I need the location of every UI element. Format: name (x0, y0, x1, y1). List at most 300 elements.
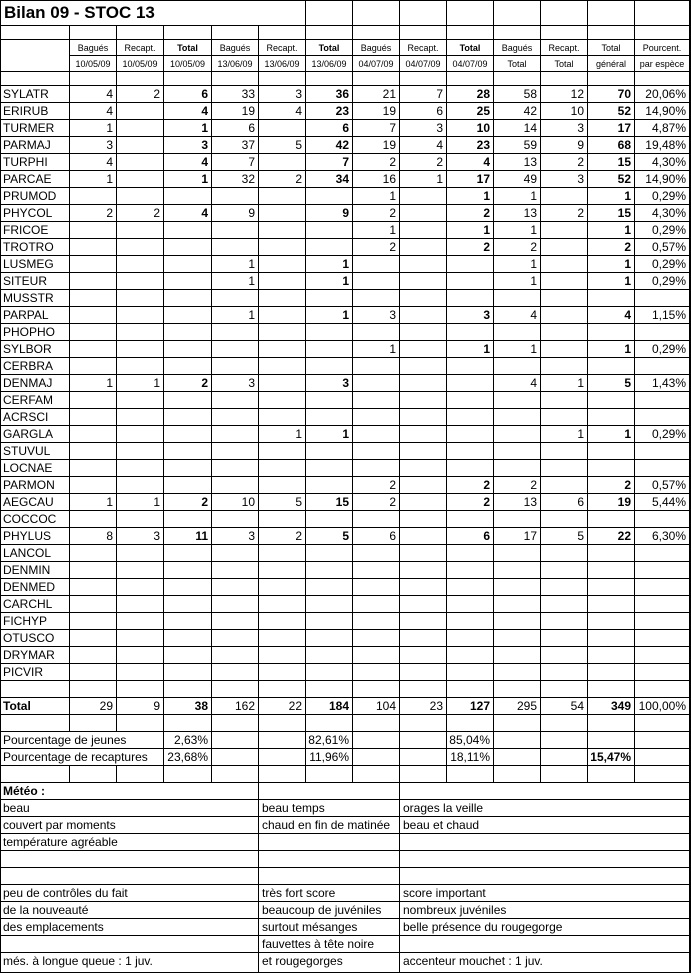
value-cell[interactable] (117, 358, 164, 375)
value-cell[interactable] (447, 613, 494, 630)
value-cell[interactable] (400, 290, 447, 307)
value-cell[interactable] (494, 392, 541, 409)
value-cell[interactable]: 16 (353, 171, 400, 188)
value-cell[interactable] (306, 460, 353, 477)
value-cell[interactable]: 2 (70, 205, 117, 222)
value-cell[interactable] (212, 630, 259, 647)
species-code[interactable]: PHOPHO (0, 324, 70, 341)
species-code[interactable]: TROTRO (0, 239, 70, 256)
value-cell[interactable] (541, 596, 588, 613)
percentage-value[interactable]: 82,61% (306, 732, 353, 749)
value-cell[interactable] (70, 613, 117, 630)
species-code[interactable]: PHYCOL (0, 205, 70, 222)
value-cell[interactable] (70, 630, 117, 647)
value-cell[interactable] (117, 460, 164, 477)
value-cell[interactable] (70, 188, 117, 205)
species-code[interactable]: CERFAM (0, 392, 70, 409)
empty-cell[interactable] (588, 72, 635, 86)
value-cell[interactable]: 1 (447, 222, 494, 239)
value-cell[interactable] (353, 630, 400, 647)
value-cell[interactable] (588, 409, 635, 426)
value-cell[interactable]: 2 (541, 205, 588, 222)
value-cell[interactable] (259, 477, 306, 494)
value-cell[interactable]: 1 (447, 188, 494, 205)
value-cell[interactable] (164, 239, 212, 256)
value-cell[interactable] (400, 630, 447, 647)
value-cell[interactable] (635, 630, 690, 647)
value-cell[interactable] (117, 613, 164, 630)
value-cell[interactable] (70, 511, 117, 528)
value-cell[interactable]: 4 (494, 307, 541, 324)
value-cell[interactable] (117, 273, 164, 290)
value-cell[interactable] (164, 562, 212, 579)
species-code[interactable]: PARPAL (0, 307, 70, 324)
empty-cell[interactable] (353, 0, 400, 26)
percentage-value[interactable]: 85,04% (447, 732, 494, 749)
empty-cell[interactable] (541, 681, 588, 698)
value-cell[interactable] (400, 392, 447, 409)
value-cell[interactable] (164, 409, 212, 426)
empty-cell[interactable] (353, 72, 400, 86)
value-cell[interactable] (117, 630, 164, 647)
comment-text[interactable]: et rougegorges (259, 953, 400, 973)
column-header-bottom[interactable]: 04/07/09 (400, 56, 447, 72)
value-cell[interactable] (70, 358, 117, 375)
value-cell[interactable] (447, 511, 494, 528)
empty-cell[interactable] (541, 26, 588, 40)
value-cell[interactable]: 4 (400, 137, 447, 154)
value-cell[interactable]: 28 (447, 86, 494, 103)
species-code[interactable]: MUSSTR (0, 290, 70, 307)
value-cell[interactable] (117, 188, 164, 205)
value-cell[interactable]: 2 (353, 205, 400, 222)
value-cell[interactable] (588, 630, 635, 647)
value-cell[interactable] (259, 613, 306, 630)
value-cell[interactable]: 17 (494, 528, 541, 545)
value-cell[interactable] (212, 239, 259, 256)
total-value[interactable]: 295 (494, 698, 541, 715)
value-cell[interactable]: 1 (306, 426, 353, 443)
value-cell[interactable]: 1 (306, 256, 353, 273)
value-cell[interactable] (70, 647, 117, 664)
value-cell[interactable] (70, 290, 117, 307)
value-cell[interactable]: 19 (353, 103, 400, 120)
column-header-top[interactable]: Total (588, 40, 635, 56)
value-cell[interactable] (400, 477, 447, 494)
value-cell[interactable] (588, 647, 635, 664)
value-cell[interactable] (70, 409, 117, 426)
empty-cell[interactable] (259, 868, 400, 885)
value-cell[interactable] (353, 375, 400, 392)
value-cell[interactable]: 2 (588, 239, 635, 256)
species-code[interactable]: PARMAJ (0, 137, 70, 154)
percentage-value[interactable]: 23,68% (164, 749, 212, 766)
value-cell[interactable] (212, 324, 259, 341)
value-cell[interactable] (447, 562, 494, 579)
value-cell[interactable] (541, 562, 588, 579)
value-cell[interactable]: 1 (494, 341, 541, 358)
value-cell[interactable]: 1 (588, 273, 635, 290)
value-cell[interactable] (259, 545, 306, 562)
value-cell[interactable]: 0,29% (635, 188, 690, 205)
species-code[interactable]: PICVIR (0, 664, 70, 681)
value-cell[interactable]: 6,30% (635, 528, 690, 545)
value-cell[interactable] (259, 222, 306, 239)
value-cell[interactable] (164, 273, 212, 290)
value-cell[interactable]: 0,57% (635, 477, 690, 494)
value-cell[interactable]: 2 (164, 494, 212, 511)
value-cell[interactable]: 3 (70, 137, 117, 154)
sheet-title[interactable]: Bilan 09 - STOC 13 (0, 0, 259, 26)
percentage-value[interactable] (494, 749, 541, 766)
value-cell[interactable] (70, 341, 117, 358)
value-cell[interactable]: 23 (447, 137, 494, 154)
value-cell[interactable]: 7 (306, 154, 353, 171)
value-cell[interactable] (306, 562, 353, 579)
value-cell[interactable]: 1 (447, 341, 494, 358)
column-header-top[interactable]: Bagués (70, 40, 117, 56)
value-cell[interactable] (212, 460, 259, 477)
percentage-value[interactable]: 2,63% (164, 732, 212, 749)
total-value[interactable]: 162 (212, 698, 259, 715)
empty-cell[interactable] (635, 681, 690, 698)
value-cell[interactable]: 1 (494, 256, 541, 273)
value-cell[interactable]: 13 (494, 205, 541, 222)
species-code[interactable]: FRICOE (0, 222, 70, 239)
column-header-bottom[interactable]: 10/05/09 (117, 56, 164, 72)
value-cell[interactable] (117, 256, 164, 273)
empty-cell[interactable] (164, 766, 212, 783)
empty-cell[interactable] (447, 26, 494, 40)
value-cell[interactable]: 4,87% (635, 120, 690, 137)
value-cell[interactable] (494, 426, 541, 443)
value-cell[interactable] (259, 290, 306, 307)
total-value[interactable]: 38 (164, 698, 212, 715)
comment-text[interactable]: très fort score (259, 885, 400, 902)
empty-cell[interactable] (164, 26, 212, 40)
value-cell[interactable]: 14 (494, 120, 541, 137)
value-cell[interactable] (259, 579, 306, 596)
value-cell[interactable] (306, 511, 353, 528)
value-cell[interactable] (588, 664, 635, 681)
percentage-value[interactable] (212, 732, 259, 749)
percentage-value[interactable] (353, 732, 400, 749)
value-cell[interactable] (212, 188, 259, 205)
empty-cell[interactable] (541, 766, 588, 783)
value-cell[interactable] (259, 256, 306, 273)
value-cell[interactable]: 1 (212, 273, 259, 290)
value-cell[interactable] (541, 579, 588, 596)
species-code[interactable]: STUVUL (0, 443, 70, 460)
value-cell[interactable] (306, 630, 353, 647)
value-cell[interactable] (635, 358, 690, 375)
value-cell[interactable] (259, 562, 306, 579)
value-cell[interactable] (117, 171, 164, 188)
total-value[interactable]: 349 (588, 698, 635, 715)
value-cell[interactable] (353, 579, 400, 596)
value-cell[interactable] (353, 613, 400, 630)
column-header-bottom[interactable]: Total (541, 56, 588, 72)
empty-cell[interactable] (447, 715, 494, 732)
empty-cell[interactable] (541, 72, 588, 86)
value-cell[interactable] (447, 290, 494, 307)
empty-cell[interactable] (259, 783, 400, 800)
value-cell[interactable] (164, 188, 212, 205)
value-cell[interactable]: 2 (117, 205, 164, 222)
value-cell[interactable] (212, 222, 259, 239)
value-cell[interactable] (212, 664, 259, 681)
value-cell[interactable] (494, 562, 541, 579)
value-cell[interactable] (306, 579, 353, 596)
value-cell[interactable] (541, 239, 588, 256)
value-cell[interactable] (212, 613, 259, 630)
value-cell[interactable]: 12 (541, 86, 588, 103)
empty-cell[interactable] (212, 681, 259, 698)
value-cell[interactable] (212, 511, 259, 528)
value-cell[interactable] (541, 443, 588, 460)
empty-cell[interactable] (494, 26, 541, 40)
percentage-value[interactable] (400, 749, 447, 766)
value-cell[interactable]: 21 (353, 86, 400, 103)
value-cell[interactable] (70, 256, 117, 273)
value-cell[interactable] (212, 647, 259, 664)
species-code[interactable]: COCCOC (0, 511, 70, 528)
value-cell[interactable] (164, 647, 212, 664)
value-cell[interactable] (70, 443, 117, 460)
column-header-bottom[interactable]: 13/06/09 (259, 56, 306, 72)
value-cell[interactable] (212, 358, 259, 375)
value-cell[interactable] (164, 613, 212, 630)
value-cell[interactable]: 36 (306, 86, 353, 103)
value-cell[interactable] (306, 222, 353, 239)
value-cell[interactable] (212, 477, 259, 494)
value-cell[interactable] (588, 392, 635, 409)
empty-cell[interactable] (0, 26, 70, 40)
empty-cell[interactable] (447, 681, 494, 698)
value-cell[interactable]: 58 (494, 86, 541, 103)
value-cell[interactable]: 2 (353, 494, 400, 511)
species-code[interactable]: LANCOL (0, 545, 70, 562)
value-cell[interactable]: 19,48% (635, 137, 690, 154)
value-cell[interactable] (635, 647, 690, 664)
value-cell[interactable]: 68 (588, 137, 635, 154)
value-cell[interactable]: 2 (588, 477, 635, 494)
value-cell[interactable] (635, 460, 690, 477)
value-cell[interactable]: 14,90% (635, 171, 690, 188)
value-cell[interactable] (353, 647, 400, 664)
meteo-text[interactable]: température agréable (0, 834, 259, 851)
value-cell[interactable]: 1 (164, 120, 212, 137)
value-cell[interactable] (259, 443, 306, 460)
value-cell[interactable] (306, 358, 353, 375)
value-cell[interactable] (117, 307, 164, 324)
column-header-top[interactable]: Bagués (353, 40, 400, 56)
value-cell[interactable]: 6 (212, 120, 259, 137)
value-cell[interactable]: 4 (70, 103, 117, 120)
empty-cell[interactable] (117, 72, 164, 86)
value-cell[interactable] (70, 426, 117, 443)
value-cell[interactable] (259, 239, 306, 256)
comment-text[interactable]: nombreux juvéniles (400, 902, 690, 919)
value-cell[interactable] (447, 392, 494, 409)
empty-cell[interactable] (541, 715, 588, 732)
column-header-bottom[interactable]: 10/05/09 (164, 56, 212, 72)
value-cell[interactable] (541, 341, 588, 358)
value-cell[interactable] (70, 460, 117, 477)
value-cell[interactable]: 4,30% (635, 154, 690, 171)
pct-recaptures-label[interactable]: Pourcentage de recaptures (0, 749, 164, 766)
value-cell[interactable]: 4 (70, 154, 117, 171)
value-cell[interactable] (306, 664, 353, 681)
empty-cell[interactable] (70, 715, 117, 732)
value-cell[interactable] (164, 545, 212, 562)
value-cell[interactable] (164, 477, 212, 494)
value-cell[interactable] (494, 664, 541, 681)
value-cell[interactable]: 2 (494, 477, 541, 494)
value-cell[interactable]: 10 (212, 494, 259, 511)
value-cell[interactable] (212, 409, 259, 426)
value-cell[interactable] (447, 596, 494, 613)
species-code[interactable]: CERBRA (0, 358, 70, 375)
empty-cell[interactable] (400, 868, 690, 885)
total-value[interactable]: 100,00% (635, 698, 690, 715)
total-value[interactable]: 23 (400, 698, 447, 715)
value-cell[interactable] (400, 579, 447, 596)
value-cell[interactable] (588, 290, 635, 307)
value-cell[interactable] (541, 511, 588, 528)
value-cell[interactable] (447, 324, 494, 341)
value-cell[interactable]: 4 (447, 154, 494, 171)
value-cell[interactable] (635, 613, 690, 630)
value-cell[interactable] (400, 545, 447, 562)
value-cell[interactable]: 1 (400, 171, 447, 188)
pct-jeunes-label[interactable]: Pourcentage de jeunes (0, 732, 164, 749)
value-cell[interactable] (588, 596, 635, 613)
value-cell[interactable] (306, 647, 353, 664)
value-cell[interactable] (588, 443, 635, 460)
value-cell[interactable]: 0,29% (635, 222, 690, 239)
value-cell[interactable]: 1 (494, 273, 541, 290)
value-cell[interactable]: 1 (212, 307, 259, 324)
species-code[interactable]: LOCNAE (0, 460, 70, 477)
value-cell[interactable] (117, 103, 164, 120)
value-cell[interactable]: 1 (494, 188, 541, 205)
column-header-top[interactable]: Total (306, 40, 353, 56)
value-cell[interactable] (588, 545, 635, 562)
total-value[interactable]: 184 (306, 698, 353, 715)
value-cell[interactable]: 6 (353, 528, 400, 545)
value-cell[interactable] (447, 443, 494, 460)
value-cell[interactable]: 5 (306, 528, 353, 545)
value-cell[interactable]: 0,57% (635, 239, 690, 256)
meteo-text[interactable]: orages la veille (400, 800, 690, 817)
value-cell[interactable] (541, 630, 588, 647)
value-cell[interactable]: 49 (494, 171, 541, 188)
value-cell[interactable]: 1 (117, 375, 164, 392)
empty-cell[interactable] (353, 715, 400, 732)
value-cell[interactable] (70, 273, 117, 290)
empty-cell[interactable] (164, 715, 212, 732)
column-header-bottom[interactable]: Total (494, 56, 541, 72)
value-cell[interactable] (353, 409, 400, 426)
empty-cell[interactable] (212, 766, 259, 783)
empty-cell[interactable] (635, 0, 690, 26)
empty-cell[interactable] (212, 715, 259, 732)
value-cell[interactable] (117, 579, 164, 596)
value-cell[interactable] (400, 511, 447, 528)
percentage-value[interactable]: 11,96% (306, 749, 353, 766)
value-cell[interactable] (541, 188, 588, 205)
percentage-value[interactable] (635, 749, 690, 766)
percentage-value[interactable] (635, 732, 690, 749)
meteo-text[interactable] (400, 834, 690, 851)
species-code[interactable]: LUSMEG (0, 256, 70, 273)
value-cell[interactable] (164, 460, 212, 477)
value-cell[interactable] (70, 562, 117, 579)
empty-cell[interactable] (494, 72, 541, 86)
value-cell[interactable]: 6 (447, 528, 494, 545)
value-cell[interactable] (259, 341, 306, 358)
column-header-top[interactable]: Total (447, 40, 494, 56)
value-cell[interactable]: 3 (259, 86, 306, 103)
value-cell[interactable] (306, 409, 353, 426)
value-cell[interactable] (353, 460, 400, 477)
value-cell[interactable]: 2 (353, 477, 400, 494)
value-cell[interactable] (541, 273, 588, 290)
value-cell[interactable] (353, 511, 400, 528)
empty-cell[interactable] (212, 26, 259, 40)
empty-cell[interactable] (117, 766, 164, 783)
value-cell[interactable] (635, 392, 690, 409)
value-cell[interactable] (541, 477, 588, 494)
value-cell[interactable] (164, 256, 212, 273)
value-cell[interactable] (353, 290, 400, 307)
comment-text[interactable]: des emplacements (0, 919, 259, 936)
value-cell[interactable] (117, 477, 164, 494)
empty-cell[interactable] (494, 0, 541, 26)
value-cell[interactable] (353, 545, 400, 562)
column-header-top[interactable]: Bagués (494, 40, 541, 56)
value-cell[interactable]: 9 (212, 205, 259, 222)
total-value[interactable]: 22 (259, 698, 306, 715)
value-cell[interactable] (588, 358, 635, 375)
value-cell[interactable]: 2 (541, 154, 588, 171)
comment-text[interactable] (0, 936, 259, 953)
value-cell[interactable] (541, 290, 588, 307)
value-cell[interactable] (447, 273, 494, 290)
value-cell[interactable] (494, 324, 541, 341)
value-cell[interactable] (117, 239, 164, 256)
value-cell[interactable] (164, 341, 212, 358)
value-cell[interactable] (259, 511, 306, 528)
value-cell[interactable] (306, 477, 353, 494)
empty-cell[interactable] (306, 0, 353, 26)
value-cell[interactable]: 2 (259, 528, 306, 545)
value-cell[interactable] (70, 545, 117, 562)
value-cell[interactable] (541, 664, 588, 681)
column-header-top[interactable]: Recapt. (400, 40, 447, 56)
empty-cell[interactable] (259, 851, 400, 868)
value-cell[interactable] (447, 426, 494, 443)
empty-cell[interactable] (635, 26, 690, 40)
value-cell[interactable] (164, 443, 212, 460)
value-cell[interactable] (306, 324, 353, 341)
value-cell[interactable] (447, 579, 494, 596)
empty-cell[interactable] (117, 681, 164, 698)
value-cell[interactable] (588, 562, 635, 579)
value-cell[interactable]: 5 (259, 137, 306, 154)
column-header-bottom[interactable]: 13/06/09 (306, 56, 353, 72)
